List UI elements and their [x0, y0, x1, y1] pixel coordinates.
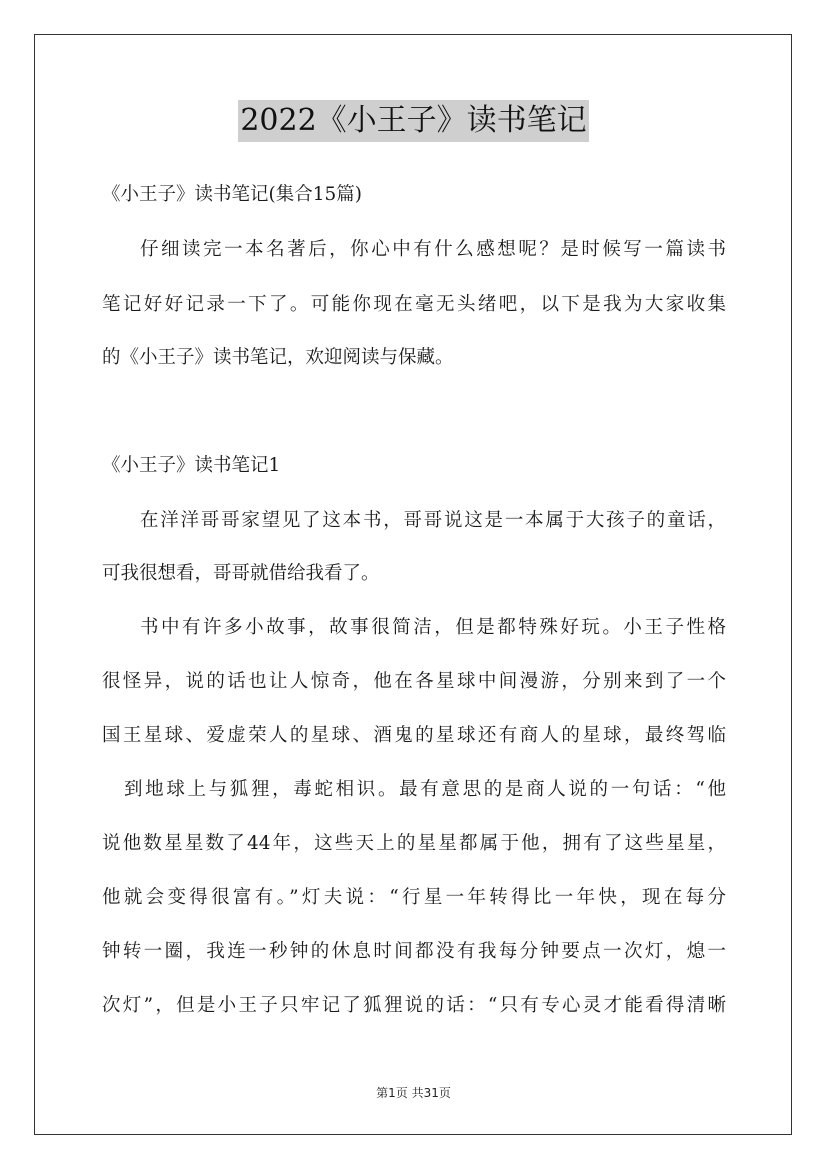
body-line-9: 钟转一圈，我连一秒钟的休息时间都没有我每分钟要点一次灯，熄一: [102, 941, 726, 962]
body-line-8: 他就会变得很富有。”灯夫说：“行星一年转得比一年快，现在每分: [102, 887, 726, 908]
intro-line-1: 仔细读完一本名著后，你心中有什么感想呢？是时候写一篇读书: [140, 239, 726, 260]
body-line-1: 在洋洋哥哥家望见了这本书，哥哥说这是一本属于大孩子的童话，: [140, 510, 726, 531]
page-number-footer: 第1页 共31页: [376, 1086, 451, 1100]
title-container: [0, 100, 827, 142]
body-line-3: 书中有许多小故事，故事很简洁，但是都特殊好玩。小王子性格: [140, 617, 726, 638]
body-line-7: 说他数星星数了44年，这些天上的星星都属于他，拥有了这些星星，: [102, 833, 726, 854]
body-line-5: 国王星球、爱虚荣人的星球、酒鬼的星球还有商人的星球，最终驾临: [102, 725, 726, 746]
section-heading: 《小王子》读书笔记1: [102, 455, 281, 476]
intro-line-2: 笔记好好记录一下了。可能你现在毫无头绪吧，以下是我为大家收集: [102, 294, 726, 315]
document-title: 2022《小王子》读书笔记: [238, 100, 588, 142]
body-line-4: 很怪异，说的话也让人惊奇，他在各星球中间漫游，分别来到了一个: [102, 671, 726, 692]
body-line-2: 可我很想看，哥哥就借给我看了。: [102, 563, 380, 584]
intro-line-3: 的《小王子》读书笔记，欢迎阅读与保藏。: [102, 347, 454, 368]
document-subtitle: 《小王子》读书笔记(集合15篇): [102, 184, 362, 205]
body-line-10: 次灯”，但是小王子只牢记了狐狸说的话：“只有专心灵才能看得清晰: [102, 995, 726, 1016]
body-line-6: 到地球上与狐狸，毒蛇相识。最有意思的是商人说的一句话：“他: [124, 779, 726, 800]
